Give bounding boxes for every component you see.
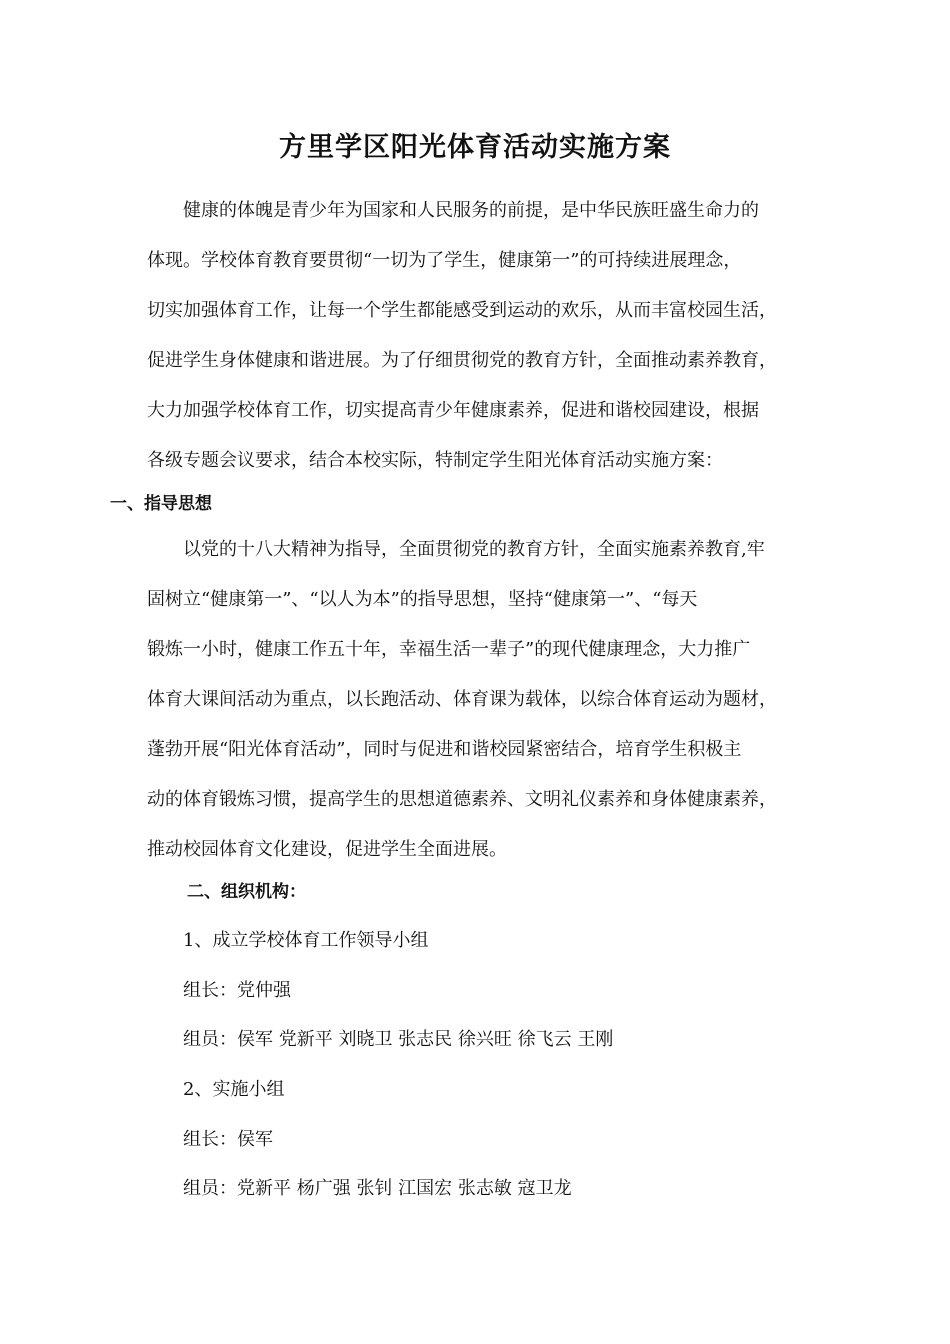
group1-leader: 组长：党仲强 [183,980,291,1001]
intro-line: 体现。学校体育教育要贯彻“一切为了学生，健康第一”的可持续进展理念， [147,250,742,271]
paragraph-line: 蓬勃开展“阳光体育活动”，同时与促进和谐校园紧密结合，培育学生积极主 [147,739,742,760]
intro-line: 促进学生身体健康和谐进展。为了仔细贯彻党的教育方针，全面推动素养教育， [147,350,777,371]
intro-paragraph [147,186,819,486]
paragraph-line: 锻炼一小时，健康工作五十年，幸福生活一辈子”的现代健康理念，大力推广 [147,639,751,660]
section-heading-guiding-ideology: 一、指导思想 [110,494,212,514]
intro-line: 大力加强学校体育工作，切实提高青少年健康素养，促进和谐校园建设，根据 [147,400,759,421]
guiding-ideology-paragraph [147,525,819,875]
group1-members: 组员：侯军 党新平 刘晓卫 张志民 徐兴旺 徐飞云 王刚 [183,1029,614,1050]
paragraph-line: 体育大课间活动为重点，以长跑活动、体育课为载体，以综合体育运动为题材， [147,689,777,710]
section-heading-organization: 二、组织机构： [187,882,306,902]
intro-line: 各级专题会议要求，结合本校实际，特制定学生阳光体育活动实施方案： [147,450,723,471]
group2-members: 组员：党新平 杨广强 张钊 江国宏 张志敏 寇卫龙 [183,1178,572,1199]
intro-line: 切实加强体育工作，让每一个学生都能感受到运动的欢乐，从而丰富校园生活， [147,300,777,321]
paragraph-line: 推动校园体育文化建设，促进学生全面进展。 [147,839,507,860]
group2-leader: 组长：侯军 [183,1129,273,1150]
group2-title: 2、实施小组 [183,1079,285,1100]
group1-title: 1、成立学校体育工作领导小组 [183,930,429,951]
paragraph-line: 固树立“健康第一”、“以人为本”的指导思想，坚持“健康第一”、“每天 [147,589,698,610]
paragraph-line: 动的体育锻炼习惯，提高学生的思想道德素养、文明礼仪素养和身体健康素养， [147,789,777,810]
document-title: 方里学区阳光体育活动实施方案 [279,132,671,163]
paragraph-line: 以党的十八大精神为指导，全面贯彻党的教育方针，全面实施素养教育,牢 [183,539,765,560]
intro-line: 健康的体魄是青少年为国家和人民服务的前提，是中华民族旺盛生命力的 [183,200,759,221]
